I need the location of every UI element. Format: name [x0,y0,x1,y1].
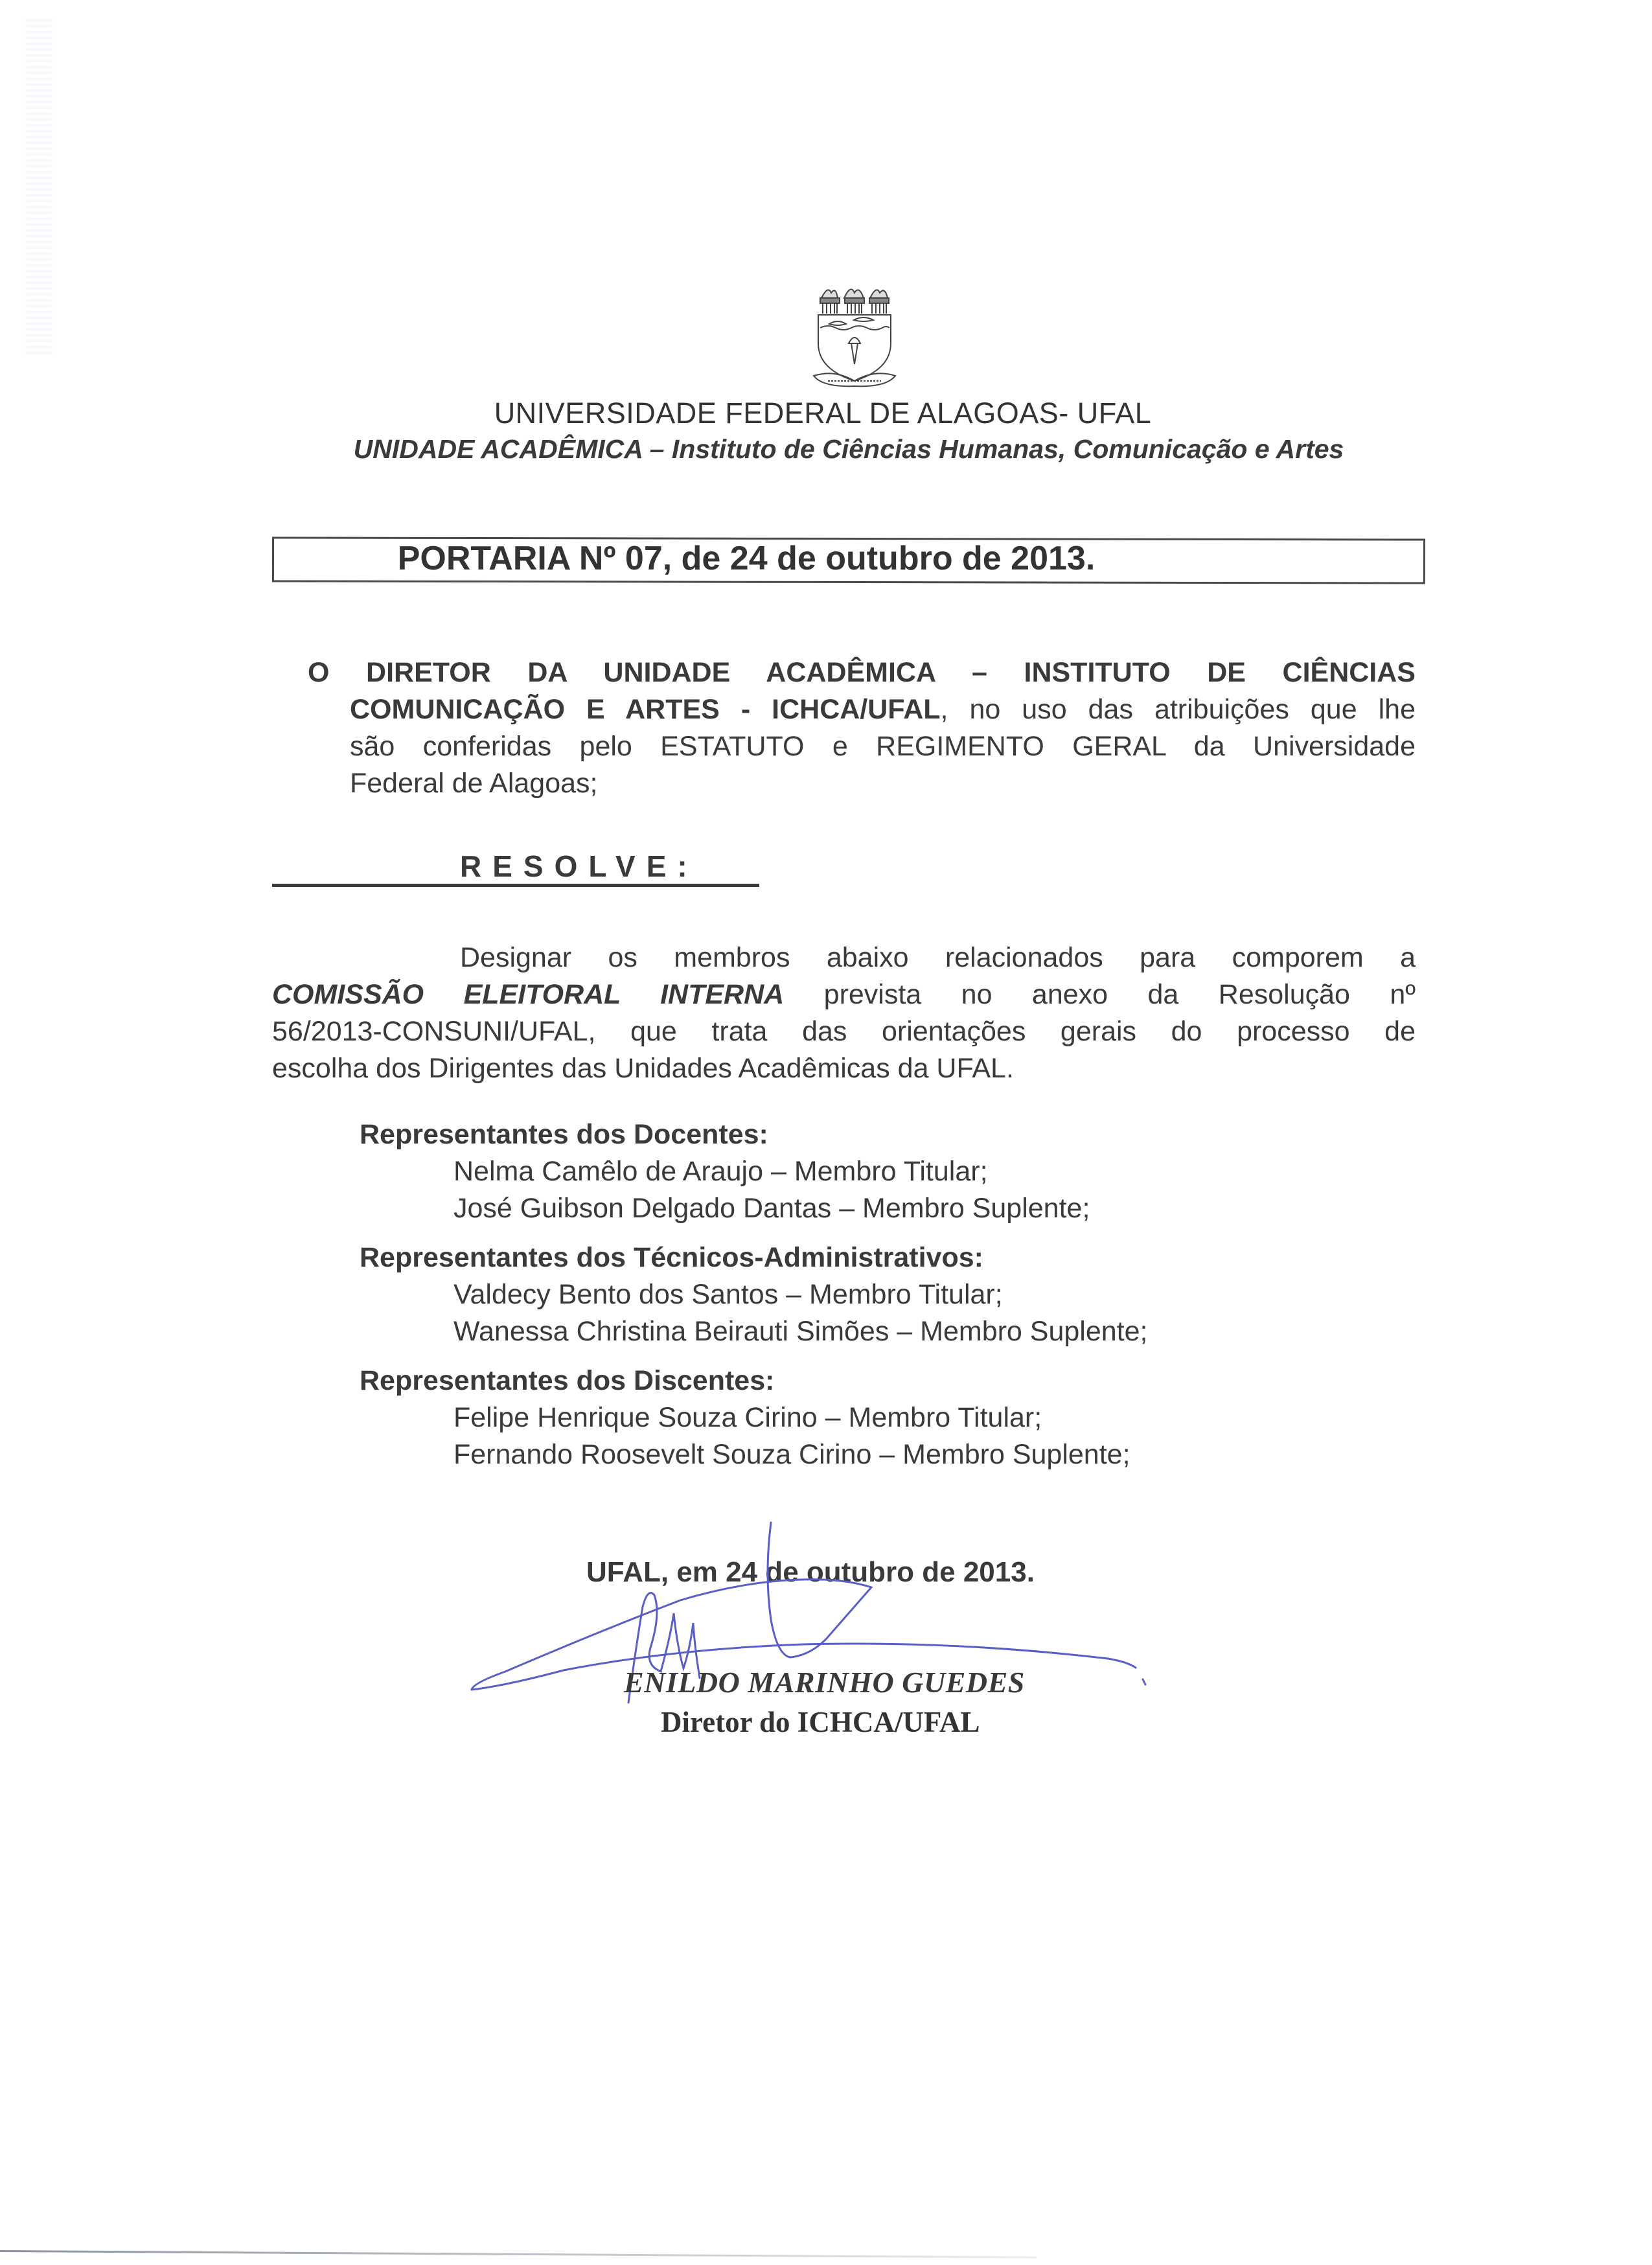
rep-group-discentes [360,1362,1461,1473]
document-title: PORTARIA Nº 07, de 24 de outubro de 2013. [397,540,1096,577]
member-item: Nelma Camêlo de Araujo – Membro Titular; [453,1156,988,1187]
signer-name: ENILDO MARINHO GUEDES [624,1666,1025,1699]
rep-heading: Representantes dos Discentes: [360,1365,775,1396]
preamble-line4: Federal de Alagoas; [350,768,598,799]
member-item: Wanessa Christina Beirauti Simões – Membro Suplente; [453,1316,1148,1347]
resolution-line3: 56/2013-CONSUNI/UFAL, que trata das orientações gerais do processo de [272,1016,1416,1047]
member-item: Felipe Henrique Souza Cirino – Membro Titular; [453,1402,1042,1433]
resolution-line1: Designar os membros abaixo relacionados para comporem a [460,942,1416,973]
member-item: Fernando Roosevelt Souza Cirino – Membro Suplente; [453,1439,1130,1470]
place-date: UFAL, em 24 de outubro de 2013. [586,1556,1035,1588]
rep-heading: Representantes dos Docentes: [360,1119,768,1150]
rep-heading: Representantes dos Técnicos-Administrativos: [360,1242,983,1273]
resolution-line2-text: prevista no anexo da Resolução nº [784,979,1416,1010]
preamble-director-line2: COMUNICAÇÃO E ARTES - ICHCA/UFAL [350,694,941,725]
member-item: Valdecy Bento dos Santos – Membro Titular; [453,1279,1003,1310]
preamble-director-line1: O DIRETOR DA UNIDADE ACADÊMICA – INSTITUTO DE CIÊNCIAS [308,657,1416,688]
scan-artifact [26,19,52,356]
ufal-coat-of-arms-icon [809,279,901,390]
member-item: José Guibson Delgado Dantas – Membro Suplente; [453,1193,1090,1224]
resolution-paragraph [272,939,1416,1087]
signer-title: Diretor do ICHCA/UFAL [661,1706,980,1738]
preamble-paragraph [308,654,1416,802]
commission-name: COMISSÃO ELEITORAL INTERNA [272,979,785,1010]
resolve-heading: RESOLVE: [460,849,698,883]
rep-group-tecnicos [360,1239,1461,1350]
resolve-underline [272,884,759,887]
rep-group-docentes [360,1116,1461,1227]
scan-edge-line [0,2250,1037,2259]
preamble-line3: são conferidas pelo ESTATUTO e REGIMENTO GERAL da Universidade [350,731,1416,762]
resolution-line4: escolha dos Dirigentes das Unidades Acadêmicas da UFAL. [272,1053,1014,1084]
university-name: UNIVERSIDADE FEDERAL DE ALAGOAS- UFAL [494,397,1152,430]
representatives-list [360,1116,1461,1485]
preamble-text: , no uso das atribuições que lhe [940,694,1416,725]
academic-unit-name: UNIDADE ACADÊMICA – Instituto de Ciências Humanas, Comunicação e Artes [353,434,1344,464]
